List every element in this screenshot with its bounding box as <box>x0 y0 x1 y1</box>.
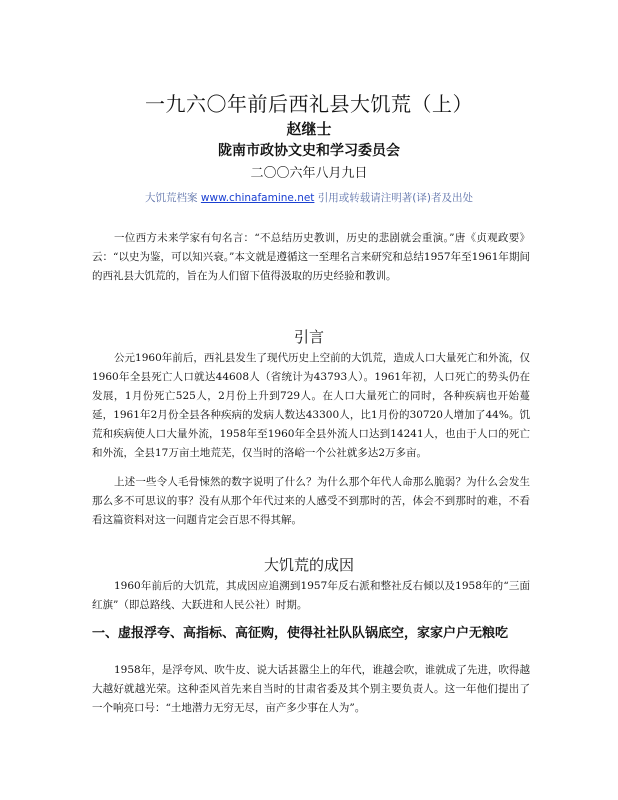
section-heading-causes: 大饥荒的成因 <box>263 556 354 574</box>
author-organization: 陇南市政协文史和学习委员会 <box>218 143 400 159</box>
archive-link[interactable]: www.chinafamine.net <box>200 192 315 204</box>
subsection-1-paragraph-1: 1958年，是浮夸风、吹牛皮、说大话甚嚣尘上的年代，谁越会吹，谁就成了先进，吹得越大越好就越光荣。这种歪风首先来自当时的甘肃省委及其个别主要负责人。这一年他们提出了一个响亮口号：“土地潜力无穷无尽，亩产多少事在人为”。 <box>92 664 530 714</box>
section-heading-introduction: 引言 <box>293 328 324 346</box>
publication-date: 二〇〇六年八月九日 <box>250 166 368 181</box>
document-title: 一九六〇年前后西礼县大饥荒（上） <box>145 92 473 116</box>
subsection-heading-1: 一、虚报浮夸、高指标、高征购，使得社社队队锅底空，家家户户无粮吃 <box>92 626 509 641</box>
archive-notice <box>0 190 618 205</box>
causes-paragraph-1: 1960年前后的大饥荒，其成因应追溯到1957年反右派和整社反右倾以及1958年的“三面红旗”（即总路线、大跃进和人民公社）时期。 <box>92 580 530 611</box>
archive-prefix: 大饥荒档案 <box>145 192 201 204</box>
intro-paragraph: 一位西方未来学家有句名言：“不总结历史教训，历史的悲剧就会重演。”唐《贞观政要》云：“以史为鉴，可以知兴衰。”本文就是遵循这一至理名言来研究和总结1957年至1961年期间的西礼县大饥荒的，旨在为人们留下值得汲取的历史经验和教训。 <box>92 232 530 282</box>
author-name: 赵继士 <box>286 120 332 138</box>
introduction-paragraph-2: 上述一些令人毛骨悚然的数字说明了什么？为什么那个年代人命那么脆弱？为什么会发生那么多不可思议的事？没有从那个年代过来的人感受不到那时的苦，体会不到那时的难，不看看这篇资料对这一问题肯定会百思不得其解。 <box>92 476 530 526</box>
archive-suffix: 引用或转载请注明著(译)者及出处 <box>314 192 473 204</box>
introduction-paragraph-1: 公元1960年前后，西礼县发生了现代历史上空前的大饥荒，造成人口大量死亡和外流，仅1960年全县死亡人口就达44608人（省统计为43793人）。1961年初，人口死亡的势头仍在发展，1月份死亡525人，2月份上升到729人。在人口大量死亡的同时，各种疾病也开始蔓延，1961年2月份全县各种疾病的发病人数达43300人，比1月份的30720人增加了44%。饥荒和疾病使人口大量外流，1958年至1960年全县外流人口达到14241人，也由于人口的死亡和外流，全县17万亩土地荒芜，仅当时的洛峪一个公社就多达2万多亩。 <box>92 352 530 459</box>
